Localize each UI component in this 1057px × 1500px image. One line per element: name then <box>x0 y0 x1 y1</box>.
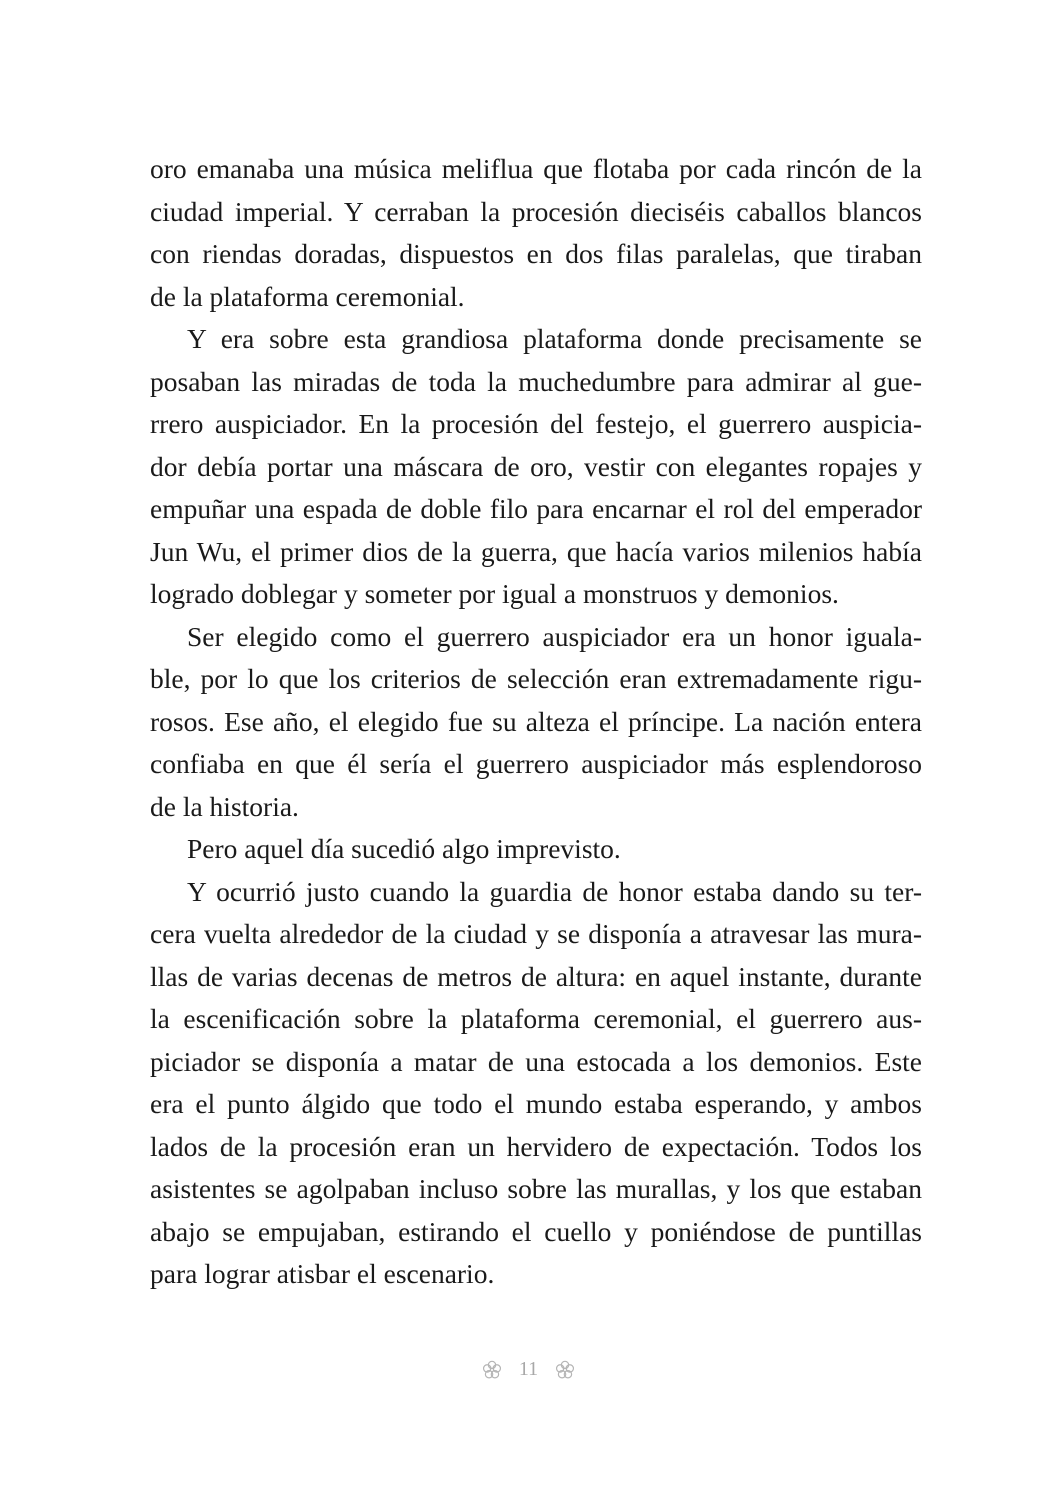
paragraph <box>150 318 922 616</box>
text-line: Jun Wu, el primer dios de la guerra, que hacía varios milenios había <box>150 535 922 567</box>
page-number: 11 <box>518 1358 539 1380</box>
text-line: ciudad imperial. Y cerraban la procesión dieciséis caballos blancos <box>150 195 922 227</box>
page-footer <box>0 1358 1057 1381</box>
text-line: rosos. Ese año, el elegido fue su alteza el príncipe. La nación entera <box>150 705 922 737</box>
text-line: de la historia. <box>150 790 299 822</box>
text-line: de la plataforma ceremonial. <box>150 280 465 312</box>
text-line: Ser elegido como el guerrero auspiciador era un honor iguala- <box>187 620 922 652</box>
text-line: llas de varias decenas de metros de altura: en aquel instante, durante <box>150 960 922 992</box>
text-line: oro emanaba una música meliflua que flotaba por cada rincón de la <box>150 153 922 184</box>
text-line: abajo se empujaban, estirando el cuello y poniéndose de puntillas <box>150 1215 922 1247</box>
text-line: lados de la procesión eran un hervidero de expectación. Todos los <box>150 1130 922 1162</box>
text-line: para lograr atisbar el escenario. <box>150 1258 495 1289</box>
paragraph <box>150 616 922 829</box>
plum-blossom-icon <box>554 1359 576 1381</box>
paragraph <box>150 148 922 318</box>
text-line: posaban las miradas de toda la muchedumbre para admirar al gue- <box>150 365 922 397</box>
text-line: ble, por lo que los criterios de selección eran extremadamente rigu- <box>150 663 922 694</box>
page-body <box>150 148 922 1296</box>
text-line: cera vuelta alrededor de la ciudad y se disponía a atravesar las mura- <box>150 918 922 949</box>
plum-blossom-icon <box>481 1359 503 1381</box>
text-line: era el punto álgido que todo el mundo estaba esperando, y ambos <box>150 1088 922 1119</box>
text-line: logrado doblegar y someter por igual a monstruos y demonios. <box>150 578 839 609</box>
paragraph <box>150 871 922 1296</box>
text-line: confiaba en que él sería el guerrero auspiciador más esplendoroso <box>150 748 922 779</box>
text-line: empuñar una espada de doble filo para encarnar el rol del emperador <box>150 493 922 524</box>
text-line: dor debía portar una máscara de oro, vestir con elegantes ropajes y <box>150 450 922 482</box>
text-line: Y ocurrió justo cuando la guardia de honor estaba dando su ter- <box>187 875 922 907</box>
text-line: con riendas doradas, dispuestos en dos filas paralelas, que tiraban <box>150 238 922 269</box>
text-line: rrero auspiciador. En la procesión del festejo, el guerrero auspicia- <box>150 408 922 439</box>
text-line: asistentes se agolpaban incluso sobre las murallas, y los que estaban <box>150 1173 922 1204</box>
text-line: Y era sobre esta grandiosa plataforma donde precisamente se <box>187 323 922 354</box>
text-line: piciador se disponía a matar de una estocada a los demonios. Este <box>150 1045 922 1077</box>
text-line: la escenificación sobre la plataforma ceremonial, el guerrero aus- <box>150 1003 922 1034</box>
text-line: Pero aquel día sucedió algo imprevisto. <box>187 833 621 864</box>
paragraph <box>150 828 922 871</box>
